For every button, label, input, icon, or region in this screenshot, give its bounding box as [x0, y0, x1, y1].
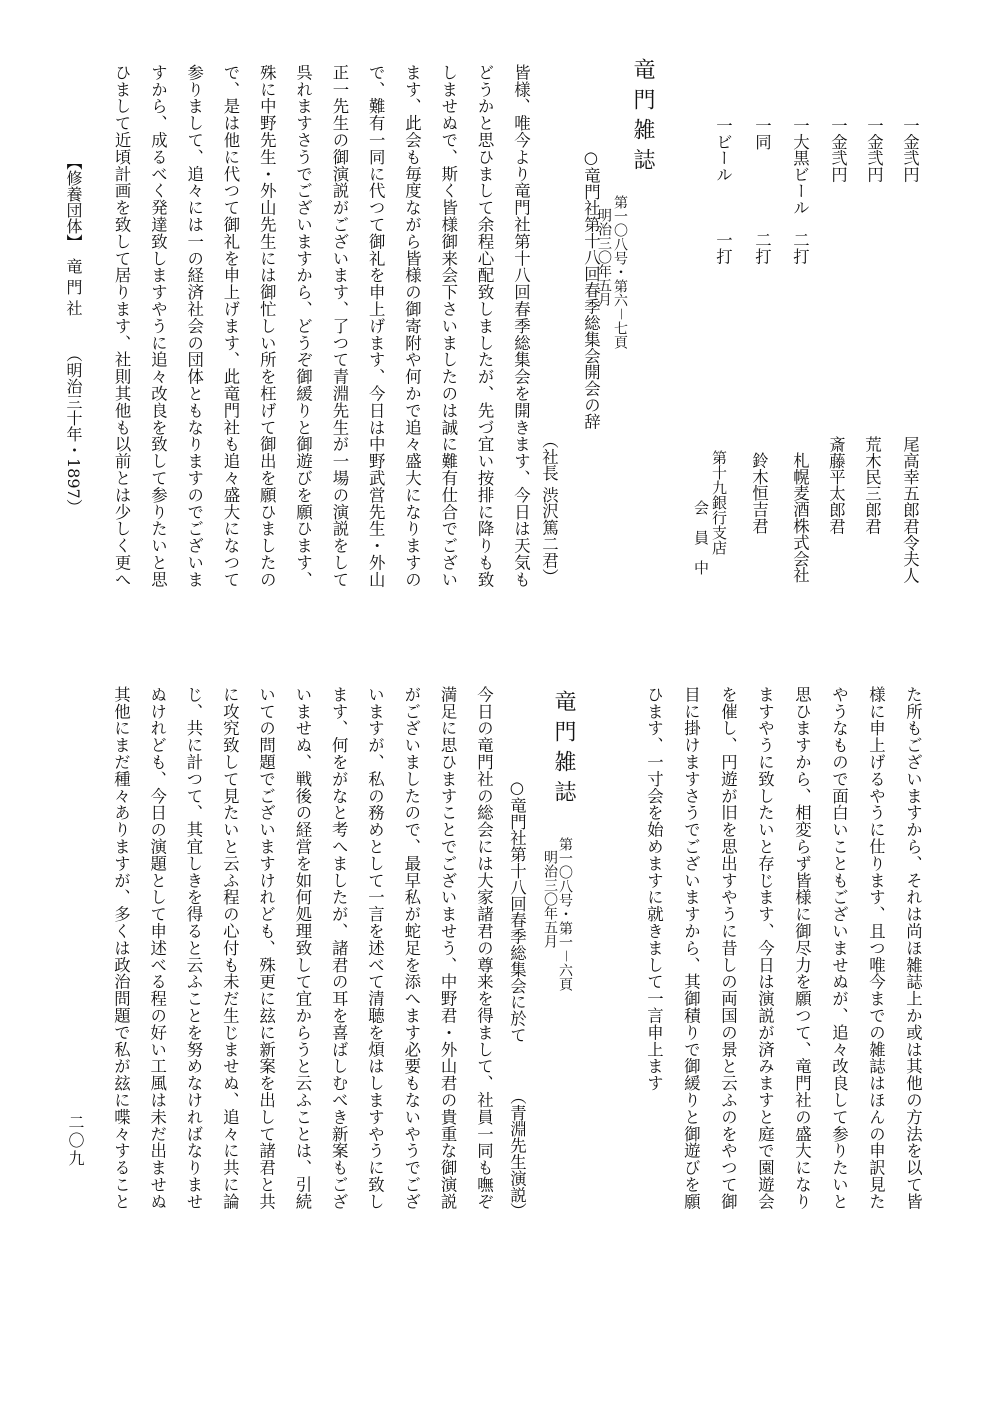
body-line: がございましたので、最早私が蛇足を添へます必要もないやうでござ	[401, 686, 421, 1210]
body-line: いての問題でございますけれども、殊更に玆に新案を出して諸君と共	[256, 686, 276, 1210]
body-line: いますが、私の務めとして一言を述べて清聴を煩はしますやうに致し	[365, 686, 385, 1210]
body-line: 満足に思ひますことでございませう、中野君・外山君の貴重な御演説	[438, 686, 458, 1210]
source-title-2: 竜門雑誌	[551, 690, 576, 810]
donation-donor: 第十九銀行支店	[710, 450, 728, 555]
body-line: ひます、一寸会を始めますに就きまして一言申上ます	[644, 686, 664, 1092]
donation-item: 一大黒ビール 二打	[790, 117, 810, 265]
body-line: ひまして近頃計画を致して居ります、社則其他も以前とは少しく更へ	[112, 64, 132, 588]
body-line: じ、共に計つて、其宜しきを得ると云ふことを努めなければなりませ	[184, 686, 203, 1210]
source-issue-2: 第一〇八号・第一－六頁	[557, 837, 573, 991]
body-line: すから、成るべく発達致しますやうに追々改良を致して参りたいと思	[148, 64, 168, 588]
body-line: 其他にまだ種々ありますが、多くは政治問題で私が玆に喋々すること	[111, 686, 131, 1210]
body-line: で、是は他に代つて御礼を申上げます、此竜門社も追々盛大になつて	[221, 64, 240, 588]
donation-donor: 会 員 中	[692, 500, 710, 575]
section-heading-2: ○竜門社第十八回春季総集会に於て	[507, 778, 527, 1043]
body-line: に攻究致して見たいと云ふ程の心付も未だ生じませぬ、追々に共に論	[220, 686, 240, 1210]
donation-donor: 斎藤平太郎君	[826, 436, 846, 535]
body-line: ますやうに致したいと存じます、今日は演説が済みますと庭で園遊会	[755, 686, 775, 1210]
body-line: 参りまして、追々には一の経済社会の団体ともなりますのでございま	[184, 64, 204, 588]
body-line: やうなもので面白いこともございませぬが、追々改良して参りたいと	[829, 686, 849, 1210]
source-date-2: 明治三〇年五月	[542, 850, 558, 948]
body-line: 様に申上げるやうに仕ります、且つ唯今までの雑誌はほんの申訳見た	[866, 686, 886, 1210]
donation-donor: 札幌麦酒株式会社	[790, 452, 810, 584]
body-line: 皆様、唯今より竜門社第十八回春季総集会を開きます、今日は天気も	[511, 64, 531, 588]
donation-item: 一金弐円	[828, 117, 848, 183]
speaker-credit-2: （青淵先生演説）	[507, 1088, 527, 1220]
body-line: 殊に中野先生・外山先生には御忙しい所を枉げて御出を願ひましたの	[257, 64, 277, 588]
body-line: を催し、円遊が旧を思出すやうに昔しの両国の景と云ふのをやつて御	[718, 686, 738, 1210]
donation-item: 一金弐円	[864, 117, 884, 183]
body-line: 正一先生の御演説がございます、了つて青淵先生が一場の演説をして	[329, 64, 349, 588]
source-title: 竜門雑誌	[630, 58, 655, 178]
donation-donor: 尾高幸五郎君令夫人	[900, 436, 920, 584]
body-line: どうかと思ひまして余程心配致しましたが、先づ宜い按排に降りも致	[475, 64, 495, 588]
body-line: しませぬで、斯く皆様御来会下さいましたのは誠に難有仕合でござい	[438, 64, 458, 588]
page-number: 二〇九	[66, 1114, 85, 1168]
donation-donor: 鈴木恒吉君	[749, 452, 769, 534]
source-date: 明治三〇年五月	[596, 208, 612, 306]
body-line: ます、何をがなと考へましたが、諸君の耳を喜ばしむべき新案もござ	[329, 686, 349, 1210]
body-line: ぬけれども、今日の演題として申述べる程の好い工風は未だ出ませぬ	[147, 686, 167, 1210]
margin-date: （明治三十年・1897）	[64, 346, 83, 515]
donation-item: 一金弐円	[900, 117, 920, 183]
body-line: ます、此会も毎度ながら皆様の御寄附や何かで追々盛大になりますの	[402, 64, 422, 588]
body-line: 目に掛けますさうでございますから、其御積りで御緩りと御遊びを願	[681, 686, 701, 1210]
body-line: で、難有一同に代つて御礼を申上げます、今日は中野武営先生・外山	[366, 64, 386, 588]
body-line: た所もございますから、それは尚ほ雑誌上か或は其他の方法を以て皆	[903, 686, 923, 1210]
donation-item: 一同 二打	[752, 117, 772, 265]
body-line: 今日の竜門社の総会には大家諸君の尊来を得まして、社員一同も嘸ぞ	[474, 686, 494, 1210]
margin-label: 【修養団体】	[64, 154, 83, 250]
section-heading: ○竜門社第十八回春季総集会開会の辞	[581, 148, 601, 430]
body-line: いませぬ、戦後の経営を如何処理致して宜からうと云ふことは、引続	[292, 686, 312, 1210]
donation-donor: 荒木民三郎君	[862, 436, 882, 535]
body-line: 思ひますから、相変らず皆様に御尽力を願つて、竜門社の盛大になり	[792, 686, 812, 1210]
margin-org: 竜門社	[64, 258, 83, 321]
body-line: 呉れますさうでございますから、どうぞ御緩りと御遊びを願ひます、	[293, 64, 313, 588]
speaker-credit: （社長 渋沢篤二君）	[539, 432, 559, 585]
source-issue: 第一〇八号・第六－七頁	[612, 195, 628, 349]
donation-item: 一ビール 一打	[713, 117, 733, 265]
